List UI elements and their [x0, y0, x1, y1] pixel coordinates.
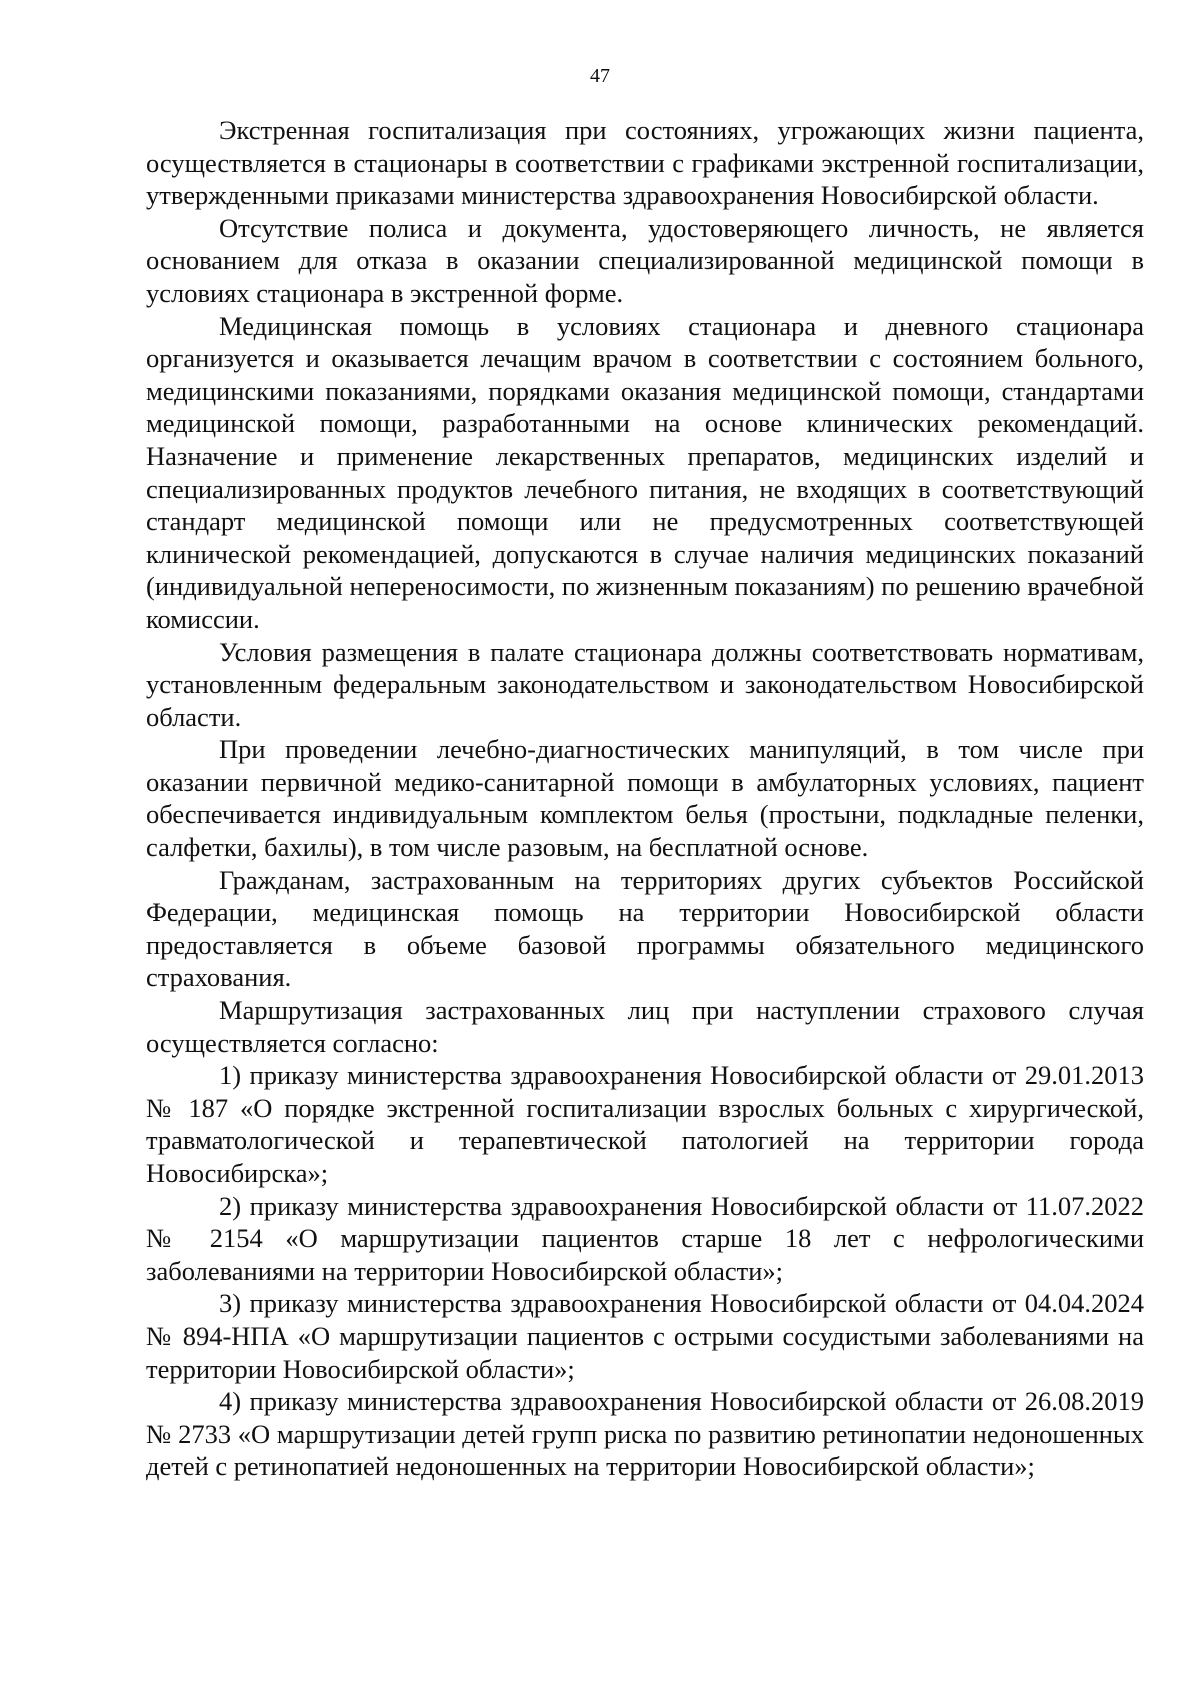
- paragraph-linen-kit: При проведении лечебно-диагностических манипуляций, в том числе при оказании первичной медико-санитарной помощи в амбулаторных условиях, пациент обеспечивается индивидуальным комплектом белья (простыни, подкладные пеленки, салфетки, бахилы), в том числе разовым, на бесплатной основе.: [146, 734, 1144, 863]
- paragraph-other-regions: Гражданам, застрахованным на территориях других субъектов Российской Федерации, медицинская помощь на территории Новосибирской области предоставляется в объеме базовой программы обязательного медицинского страхования.: [146, 864, 1144, 993]
- list-item-order-4: 4) приказу министерства здравоохранения Новосибирской области от 26.08.2019 № 2733 «О маршрутизации детей групп риска по развитию ретинопатии недоношенных детей с ретинопатией недоношенных на территории Новосибирской области»;: [146, 1386, 1144, 1482]
- page-number: 47: [590, 65, 610, 87]
- list-item-order-2: 2) приказу министерства здравоохранения Новосибирской области от 11.07.2022 № 2154 «О маршрутизации пациентов старше 18 лет с нефрологическими заболеваниями на территории Новосибирской области»;: [146, 1190, 1144, 1286]
- paragraph-emergency-hospitalization: Экстренная госпитализация при состояниях, угрожающих жизни пациента, осуществляется в стационары в соответствии с графиками экстренной госпитализации, утвержденными приказами министерства здравоохранения Новосибирской области.: [146, 115, 1144, 211]
- list-item-order-1: 1) приказу министерства здравоохранения Новосибирской области от 29.01.2013 № 187 «О порядке экстренной госпитализации взрослых больных с хирургической, травматологической и терапевтической патологией на территории города Новосибирска»;: [146, 1060, 1144, 1188]
- paragraph-no-policy: Отсутствие полиса и документа, удостоверяющего личность, не является основанием для отказа в оказании специализированной медицинской помощи в условиях стационара в экстренной форме.: [146, 212, 1144, 308]
- document-body: [146, 114, 1144, 1483]
- list-item-order-3: 3) приказу министерства здравоохранения Новосибирской области от 04.04.2024 № 894-НПА «О маршрутизации пациентов с острыми сосудистыми заболеваниями на территории Новосибирской области»;: [146, 1288, 1144, 1384]
- paragraph-ward-conditions: Условия размещения в палате стационара должны соответствовать нормативам, установленным федеральным законодательством и законодательством Новосибирской области.: [146, 636, 1144, 732]
- paragraph-inpatient-care: Медицинская помощь в условиях стационара и дневного стационара организуется и оказывается лечащим врачом в соответствии с состоянием больного, медицинскими показаниями, порядками оказания медицинской помощи, стандартами медицинской помощи, разработанными на основе клинических рекомендаций. Назначение и применение лекарственных препаратов, медицинских изделий и специализированных продуктов лечебного питания, не входящих в соответствующий стандарт медицинской помощи или не предусмотренных соответствующей клинической рекомендацией, допускаются в случае наличия медицинских показаний (индивидуальной непереносимости, по жизненным показаниям) по решению врачебной комиссии.: [146, 310, 1144, 634]
- paragraph-routing-intro: Маршрутизация застрахованных лиц при наступлении страхового случая осуществляется согласно:: [146, 995, 1144, 1058]
